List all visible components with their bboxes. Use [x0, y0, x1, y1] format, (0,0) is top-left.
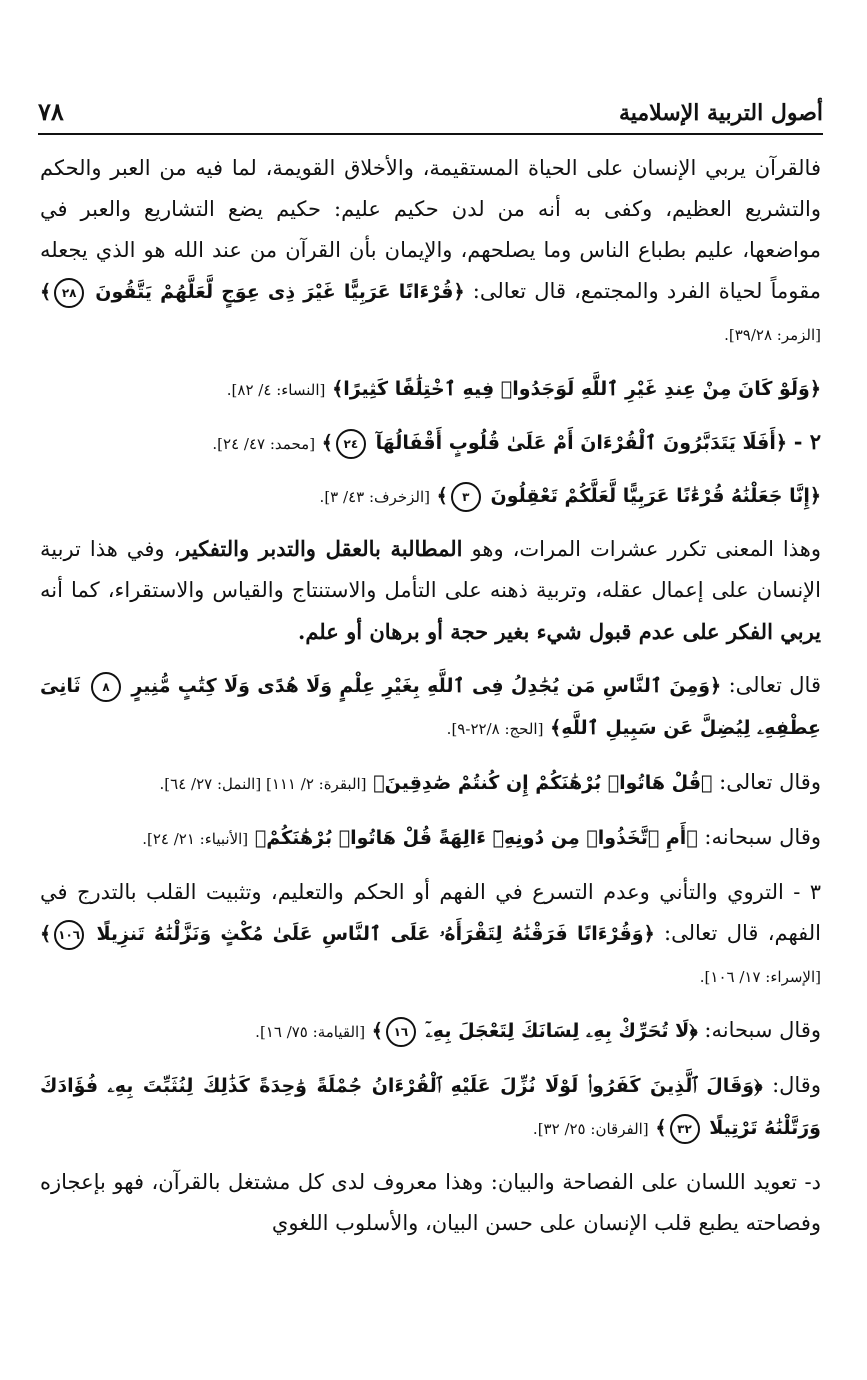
quran-verse: ﴿وَلَوْ كَانَ مِنْ عِندِ غَيْرِ ٱللَّهِ لَوَجَدُوا۟ فِيهِ ٱخْتِلَٰفًا كَثِيرًا﴾ — [332, 378, 821, 400]
paragraph-hajj — [40, 665, 821, 750]
paragraph-quran-upbringing: فالقرآن يربي الإنسان على الحياة المستقيمة، والأخلاق القويمة، لما فيه من العبر والحكم والتشريع العظيم، وكفى به أنه من لدن حكيم عليم: حكيم يضع التشاريع والعبر في مواضعها، عليم بطباع الناس وما يصلحهم، والإيمان بأن القرآن من عند الله هو الذي يجعله مقوماً لحياة الفرد والمجتمع، قال تعالى: ﴿قُرْءَانًا عَرَبِيًّا غَيْرَ ذِى عِوَجٍ لَّعَلَّهُمْ يَتَّقُونَ ٢٨﴾ [الزمر: ٣٩/٢٨]. — [40, 156, 821, 344]
verse-number-mark: ٨ — [91, 672, 121, 702]
quran-verse: ﴿قُرْءَانًا عَرَبِيًّا غَيْرَ ذِى عِوَجٍ لَّعَلَّهُمْ يَتَّقُونَ — [95, 281, 465, 303]
paragraph-text: ، وفي هذا تربية الإنسان على إعمال عقله، وتربية ذهنه على التأمل والاستنتاج والقياس والاستقراء، كما أنه — [40, 537, 821, 602]
intro-text: وقال تعالى: — [719, 770, 821, 794]
verse-number-mark: ٢٤ — [336, 429, 366, 459]
verse-reference: [الحج: ٢٢/٨-٩]. — [446, 720, 544, 738]
verse-reference: [الفرقان: ٢٥/ ٣٢]. — [532, 1120, 649, 1138]
verse-reference: [الأنبياء: ٢١/ ٢٤]. — [142, 830, 249, 848]
intro-text: وقال سبحانه: — [704, 1018, 821, 1042]
verse-reference: [القيامة: ٧٥/ ١٦]. — [255, 1023, 366, 1041]
verse-line-zukhruf: ﴿إِنَّا جَعَلْنَٰهُ قُرْءَٰنًا عَرَبِيًّا لَّعَلَّكُمْ تَعْقِلُونَ ٣﴾ [الزخرف: ٤٣/ ٣]. — [40, 475, 821, 518]
list-number: ٢ - — [793, 429, 821, 454]
quran-verse: ﴿وَمِنَ ٱلنَّاسِ مَن يُجَٰدِلُ فِى ٱللَّهِ بِغَيْرِ عِلْمٍ وَلَا هُدًى وَلَا كِتَٰبٍ مُّنِيرٍ — [131, 675, 722, 697]
verse-number-mark: ٣ — [451, 482, 481, 512]
emphasis-text: المطالبة بالعقل والتدبر والتفكير — [180, 536, 463, 561]
verse-number-mark: ٢٨ — [54, 278, 84, 308]
paragraph-baqara — [40, 762, 821, 805]
quran-verse: ﴿أَفَلَا يَتَدَبَّرُونَ ٱلْقُرْءَانَ أَمْ عَلَىٰ قُلُوبٍ أَقْفَالُهَآ — [375, 432, 787, 454]
paragraph-eloquence — [40, 1162, 821, 1244]
running-title: أصول التربية الإسلامية — [618, 100, 823, 126]
paragraph-anbiya — [40, 817, 821, 860]
emphasis-text: يربي الفكر على عدم قبول شيء بغير حجة أو برهان أو علم. — [298, 619, 821, 644]
verse-reference: [البقرة: ٢/ ١١١] [النمل: ٢٧/ ٦٤]. — [159, 775, 367, 793]
verse-reference: [الزمر: ٣٩/٢٨]. — [724, 326, 821, 344]
intro-text: قال تعالى: — [728, 673, 821, 697]
verse-reference: [النساء: ٤/ ٨٢]. — [226, 381, 326, 399]
intro-text: وقال سبحانه: — [704, 825, 821, 849]
verse-number-mark: ٣٢ — [670, 1114, 700, 1144]
quran-verse: ثَانِىَ عِطْفِهِۦ لِيُضِلَّ عَن سَبِيلِ ٱللَّهِ﴾ — [40, 675, 821, 739]
verse-number-mark: ١٠٦ — [54, 920, 84, 950]
quran-verse: ﴿وَقُرْءَانًا فَرَقْنَٰهُ لِتَقْرَأَهُۥ عَلَى ٱلنَّاسِ عَلَىٰ مُكْثٍ وَنَزَّلْنَٰهُ تَنزِيلًا — [96, 923, 655, 945]
paragraph-text: وهذا المعنى تكرر عشرات المرات، وهو — [471, 537, 821, 561]
paragraph-text: د- تعويد اللسان على الفصاحة والبيان: وهذا معروف لدى كل مشتغل بالقرآن، فهو بإعجازه وفصاحته يطبع قلب الإنسان على حسن البيان، والأسلوب اللغوي — [40, 1170, 821, 1235]
verse-number-mark: ١٦ — [386, 1017, 416, 1047]
verse-reference: [محمد: ٤٧/ ٢٤]. — [212, 435, 316, 453]
verse-reference: [الزخرف: ٤٣/ ٣]. — [319, 488, 430, 506]
page-body — [40, 148, 821, 1288]
quran-verse: ﴿أَمِ ٱتَّخَذُوا۟ مِن دُونِهِۦٓ ءَالِهَةً قُلْ هَاتُوا۟ بُرْهَٰنَكُمْ﴾ — [254, 827, 698, 849]
paragraph-text: ٣ - التروي والتأني وعدم التسرع في الفهم أو الحكم والتعليم، وتثبيت القلب بالتدرج في الفهم، قال تعالى: — [40, 880, 821, 945]
paragraph-furqan: وقال: ﴿وَقَالَ ٱلَّذِينَ كَفَرُوا۟ لَوْلَا نُزِّلَ عَلَيْهِ ٱلْقُرْءَانُ جُمْلَةً وَٰحِدَةً كَذَٰلِكَ لِنُثَبِّتَ بِهِۦ فُؤَادَكَ وَرَتَّلْنَٰهُ تَرْتِيلًا ٣٢﴾ [الفرقان: ٢٥/ ٣٢]. — [40, 1065, 821, 1150]
page-header — [38, 86, 823, 126]
verse-line-muhammad: ٢ - ﴿أَفَلَا يَتَدَبَّرُونَ ٱلْقُرْءَانَ أَمْ عَلَىٰ قُلُوبٍ أَقْفَالُهَآ ٢٤﴾ [محمد: ٤٧/ ٢٤]. — [40, 421, 821, 465]
quran-verse: ﴿إِنَّا جَعَلْنَٰهُ قُرْءَٰنًا عَرَبِيًّا لَّعَلَّكُمْ تَعْقِلُونَ — [490, 485, 821, 507]
quran-verse: ﴿وَقَالَ ٱلَّذِينَ كَفَرُوا۟ لَوْلَا نُزِّلَ عَلَيْهِ ٱلْقُرْءَانُ جُمْلَةً وَٰحِدَةً كَذَٰلِكَ لِنُثَبِّتَ بِهِۦ فُؤَادَكَ وَرَتَّلْنَٰهُ تَرْتِيلًا — [40, 1075, 821, 1139]
verse-line-nisa — [40, 368, 821, 411]
page-number: ٧٨ — [38, 97, 64, 126]
quran-verse: ﴿لَا تُحَرِّكْ بِهِۦ لِسَانَكَ لِتَعْجَلَ بِهِۦٓ — [425, 1020, 698, 1042]
verse-reference: [الإسراء: ١٧/ ١٠٦]. — [699, 968, 821, 986]
quran-verse: ﴿قُلْ هَاتُوا۟ بُرْهَٰنَكُمْ إِن كُنتُمْ صَٰدِقِينَ﴾ — [373, 772, 713, 794]
paragraph-text: فالقرآن يربي الإنسان على الحياة المستقيمة، والأخلاق القويمة، لما فيه من العبر والحكم والتشريع العظيم، وكفى به أنه من لدن حكيم عليم: حكيم يضع التشاريع والعبر في مواضعها، عليم بطباع الناس وما يصلحهم، والإيمان بأن القرآن من عند الله هو الذي يجعله مقوماً لحياة الفرد والمجتمع، قال تعالى: — [40, 156, 821, 303]
paragraph-qiyama: وقال سبحانه: ﴿لَا تُحَرِّكْ بِهِۦ لِسَانَكَ لِتَعْجَلَ بِهِۦٓ ١٦﴾ [القيامة: ٧٥/ ١٦]. — [40, 1010, 821, 1053]
header-rule — [38, 133, 823, 135]
paragraph-reasoning — [40, 528, 821, 653]
paragraph-deliberation: ٣ - التروي والتأني وعدم التسرع في الفهم أو الحكم والتعليم، وتثبيت القلب بالتدرج في الفهم، قال تعالى: ﴿وَقُرْءَانًا فَرَقْنَٰهُ لِتَقْرَأَهُۥ عَلَى ٱلنَّاسِ عَلَىٰ مُكْثٍ وَنَزَّلْنَٰهُ تَنزِيلًا ١٠٦﴾ [الإسراء: ١٧/ ١٠٦]. — [40, 880, 821, 986]
intro-text: وقال: — [772, 1073, 821, 1097]
